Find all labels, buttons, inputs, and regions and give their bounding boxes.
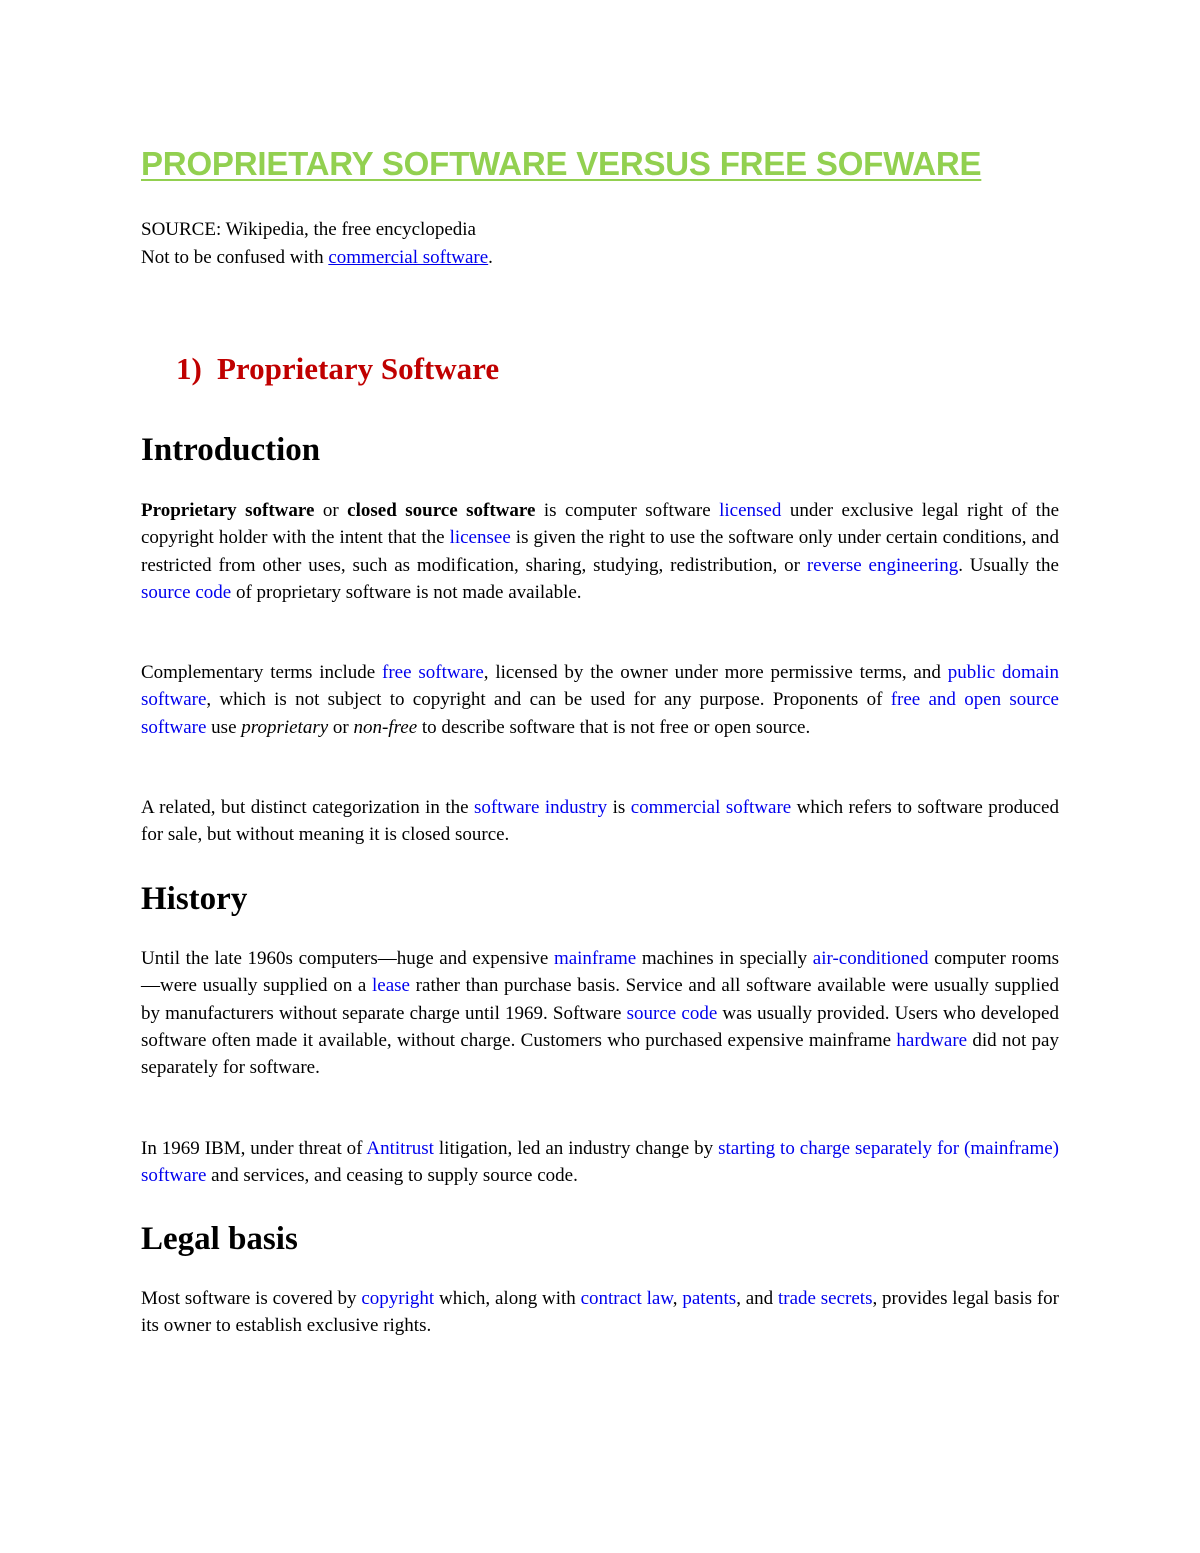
heading-introduction: Introduction bbox=[141, 432, 321, 468]
text-run: did not pay separately for software. bbox=[141, 1029, 1059, 1079]
licensee-link[interactable]: licensee bbox=[449, 527, 511, 549]
disambiguation-text: Not to be confused with bbox=[141, 247, 329, 268]
text-run: which, along with bbox=[434, 1288, 581, 1309]
section-number: 1) bbox=[176, 351, 202, 386]
text-run: and services, and ceasing to supply source code. bbox=[206, 1165, 578, 1187]
intro-paragraph-3 bbox=[141, 794, 1059, 849]
text-run: A related, but distinct categorization in the bbox=[141, 797, 474, 818]
text-run: rather than purchase basis. Service and all software available were usually supplied by manufacturers without separate charge until 1969. Software bbox=[141, 975, 1059, 1024]
intro-paragraph-2 bbox=[141, 659, 1059, 741]
heading-history: History bbox=[141, 881, 248, 917]
hardware-link[interactable]: hardware bbox=[896, 1029, 968, 1051]
text-run: Most software is covered by bbox=[141, 1288, 362, 1309]
section-heading bbox=[176, 347, 499, 391]
text-run: is bbox=[607, 797, 631, 818]
source-code-link-2[interactable]: source code bbox=[626, 1002, 718, 1024]
licensed-link[interactable]: licensed bbox=[719, 500, 782, 521]
text-run: of proprietary software is not made available. bbox=[231, 581, 582, 603]
software-industry-link[interactable]: software industry bbox=[474, 797, 608, 818]
text-run: , and bbox=[736, 1288, 778, 1309]
reverse-engineering-link[interactable]: reverse engineering bbox=[806, 554, 959, 576]
text-run: , which is not subject to copyright and can be used for any purpose. Proponents of bbox=[206, 689, 891, 711]
copyright-link[interactable]: copyright bbox=[361, 1288, 435, 1309]
italic-term-proprietary: proprietary bbox=[241, 716, 329, 738]
text-run: Until the late 1960s computers—huge and expensive bbox=[141, 948, 554, 969]
text-run: or bbox=[328, 716, 354, 738]
trade-secrets-link[interactable]: trade secrets bbox=[778, 1288, 873, 1309]
text-run: litigation, led an industry change by bbox=[433, 1138, 719, 1159]
text-run: is computer software bbox=[535, 500, 720, 521]
intro-paragraph-1 bbox=[141, 497, 1059, 606]
italic-term-non-free: non-free bbox=[353, 716, 418, 738]
source-note bbox=[141, 216, 493, 272]
patents-link[interactable]: patents bbox=[682, 1288, 737, 1309]
bold-term-proprietary-software: Proprietary software bbox=[141, 500, 315, 521]
text-run: use bbox=[206, 716, 242, 738]
commercial-software-link-2[interactable]: commercial software bbox=[630, 797, 792, 818]
source-line: SOURCE: Wikipedia, the free encyclopedia bbox=[141, 219, 476, 240]
mainframe-link[interactable]: mainframe bbox=[553, 948, 637, 969]
text-run: was usually provided. Users who developed software often made it available, without charge. Customers who purchased expensive mainframe bbox=[141, 1002, 1059, 1051]
contract-law-link[interactable]: contract law bbox=[580, 1288, 673, 1309]
text-run: which refers to software produced for sale, but without meaning it is closed source. bbox=[141, 797, 1059, 846]
air-conditioned-link[interactable]: air-conditioned bbox=[812, 948, 929, 969]
legal-paragraph-1 bbox=[141, 1285, 1059, 1340]
text-run: , bbox=[672, 1288, 683, 1309]
free-software-link[interactable]: free software bbox=[382, 662, 484, 683]
heading-legal-basis: Legal basis bbox=[141, 1221, 298, 1257]
text-run: . Usually the bbox=[958, 554, 1059, 576]
public-domain-software-link[interactable]: public domain software bbox=[141, 662, 1059, 711]
lease-link[interactable]: lease bbox=[372, 975, 410, 997]
text-run: to describe software that is not free or open source. bbox=[417, 716, 811, 738]
source-code-link[interactable]: source code bbox=[141, 581, 232, 603]
history-paragraph-1 bbox=[141, 945, 1059, 1081]
text-run: under exclusive legal right of the copyright holder with the intent that the bbox=[141, 500, 1059, 549]
text-run: Complementary terms include bbox=[141, 662, 383, 683]
text-run: , provides legal basis for its owner to establish exclusive rights. bbox=[141, 1288, 1059, 1337]
text-run: or bbox=[314, 500, 348, 521]
bold-term-closed-source-software: closed source software bbox=[347, 500, 536, 521]
text-run: computer rooms—were usually supplied on a bbox=[141, 948, 1059, 997]
history-paragraph-2 bbox=[141, 1135, 1059, 1190]
text-run: In 1969 IBM, under threat of bbox=[141, 1138, 367, 1159]
disambiguation-period: . bbox=[488, 247, 493, 268]
antitrust-link[interactable]: Antitrust bbox=[366, 1138, 434, 1159]
text-run: is given the right to use the software only under certain conditions, and restricted from other uses, such as modification, sharing, studying, redistribution, or bbox=[141, 527, 1059, 576]
disambiguation-line bbox=[141, 244, 493, 272]
free-and-open-source-software-link[interactable]: free and open source software bbox=[141, 689, 1059, 738]
document-title: PROPRIETARY SOFTWARE VERSUS FREE SOFWARE bbox=[141, 145, 982, 182]
text-run: , licensed by the owner under more permissive terms, and bbox=[483, 662, 948, 683]
unbundling-link[interactable]: starting to charge separately for (mainframe) software bbox=[141, 1138, 1059, 1187]
commercial-software-link[interactable]: commercial software bbox=[328, 247, 489, 268]
section-title: Proprietary Software bbox=[217, 351, 500, 386]
text-run: machines in specially bbox=[636, 948, 813, 969]
